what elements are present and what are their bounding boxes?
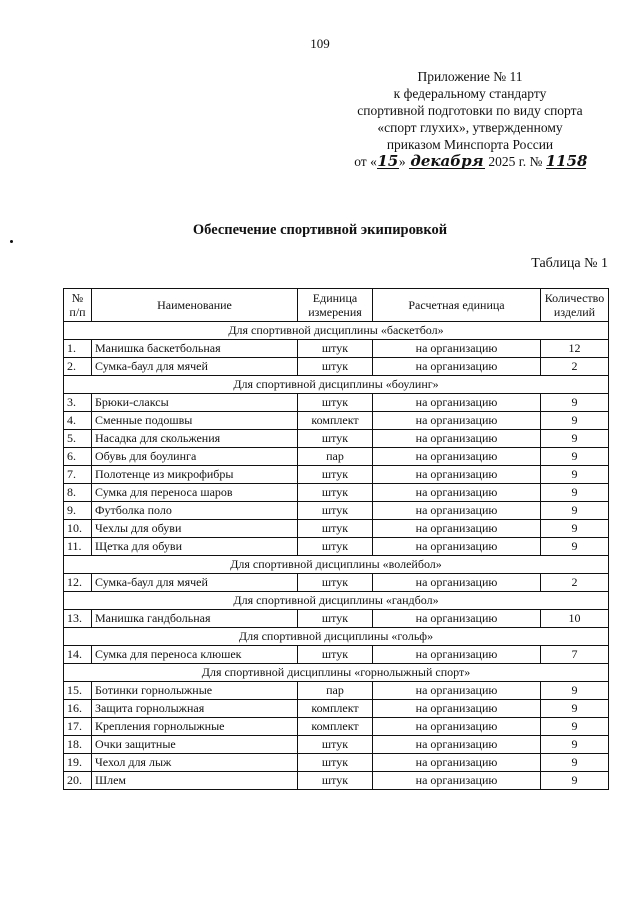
cell-num: 6. [64,448,92,466]
section-title: Для спортивной дисциплины «баскетбол» [64,322,609,340]
cell-calc-unit: на организацию [373,610,541,628]
cell-qty: 2 [541,358,609,376]
cell-name: Чехлы для обуви [92,520,298,538]
cell-qty: 9 [541,430,609,448]
cell-unit: штук [298,394,373,412]
header-num: № п/п [64,289,92,322]
section-title: Для спортивной дисциплины «горнолыжный спорт» [64,664,609,682]
cell-qty: 9 [541,520,609,538]
cell-num: 4. [64,412,92,430]
table-row [64,610,609,628]
cell-calc-unit: на организацию [373,448,541,466]
cell-num: 11. [64,538,92,556]
table-row [64,448,609,466]
table-row [64,736,609,754]
cell-num: 14. [64,646,92,664]
cell-calc-unit: на организацию [373,646,541,664]
handwritten-month: декабря [410,152,484,170]
header-unit: Единица измерения [298,289,373,322]
header-qty: Количество изделий [541,289,609,322]
cell-unit: штук [298,502,373,520]
section-row [64,592,609,610]
cell-unit: комплект [298,412,373,430]
table-row [64,430,609,448]
table-row [64,682,609,700]
cell-unit: штук [298,736,373,754]
cell-unit: пар [298,448,373,466]
table-row [64,484,609,502]
table-header-row [64,289,609,322]
cell-unit: пар [298,682,373,700]
cell-name: Сменные подошвы [92,412,298,430]
cell-name: Очки защитные [92,736,298,754]
cell-unit: штук [298,520,373,538]
cell-name: Манишка гандбольная [92,610,298,628]
cell-unit: штук [298,430,373,448]
cell-name: Щетка для обуви [92,538,298,556]
table-row [64,718,609,736]
cell-num: 12. [64,574,92,592]
cell-unit: штук [298,646,373,664]
cell-name: Сумка для переноса шаров [92,484,298,502]
cell-qty: 12 [541,340,609,358]
cell-calc-unit: на организацию [373,538,541,556]
cell-calc-unit: на организацию [373,502,541,520]
cell-qty: 9 [541,718,609,736]
cell-qty: 9 [541,754,609,772]
cell-name: Шлем [92,772,298,790]
cell-calc-unit: на организацию [373,718,541,736]
cell-num: 19. [64,754,92,772]
handwritten-order-number: 1158 [545,152,588,170]
cell-qty: 10 [541,610,609,628]
cell-qty: 9 [541,448,609,466]
cell-qty: 9 [541,682,609,700]
table-row [64,358,609,376]
cell-unit: штук [298,340,373,358]
cell-name: Насадка для скольжения [92,430,298,448]
table-caption: Таблица № 1 [531,256,608,271]
cell-calc-unit: на организацию [373,484,541,502]
handwritten-day: 15 [377,152,399,170]
page-number: 109 [310,36,330,51]
section-title: Для спортивной дисциплины «боулинг» [64,376,609,394]
section-row [64,556,609,574]
annex-line: спортивной подготовки по виду спорта [357,103,583,118]
header-name: Наименование [92,289,298,322]
cell-unit: штук [298,358,373,376]
cell-name: Брюки-слаксы [92,394,298,412]
cell-calc-unit: на организацию [373,682,541,700]
annex-block [330,68,610,170]
annex-title: Приложение № 11 [417,69,523,84]
cell-num: 1. [64,340,92,358]
table-row [64,340,609,358]
cell-qty: 9 [541,700,609,718]
annex-line: к федеральному стандарту [393,86,547,101]
table-row [64,646,609,664]
cell-name: Манишка баскетбольная [92,340,298,358]
section-title: Для спортивной дисциплины «гандбол» [64,592,609,610]
annex-line: «спорт глухих», утвержденному [377,120,563,135]
cell-num: 15. [64,682,92,700]
cell-name: Крепления горнолыжные [92,718,298,736]
cell-calc-unit: на организацию [373,700,541,718]
table-row [64,574,609,592]
cell-name: Обувь для боулинга [92,448,298,466]
section-row [64,322,609,340]
table-row [64,412,609,430]
cell-unit: штук [298,538,373,556]
cell-unit: штук [298,610,373,628]
cell-unit: комплект [298,700,373,718]
table-row [64,466,609,484]
cell-calc-unit: на организацию [373,736,541,754]
cell-num: 8. [64,484,92,502]
cell-qty: 9 [541,736,609,754]
cell-calc-unit: на организацию [373,466,541,484]
cell-calc-unit: на организацию [373,412,541,430]
cell-qty: 9 [541,772,609,790]
table-row [64,772,609,790]
cell-qty: 2 [541,574,609,592]
cell-name: Сумка-баул для мячей [92,358,298,376]
cell-calc-unit: на организацию [373,394,541,412]
cell-unit: штук [298,484,373,502]
cell-num: 20. [64,772,92,790]
cell-calc-unit: на организацию [373,340,541,358]
cell-calc-unit: на организацию [373,772,541,790]
cell-name: Сумка для переноса клюшек [92,646,298,664]
date-prefix: от « [354,154,377,169]
cell-unit: штук [298,772,373,790]
cell-unit: штук [298,466,373,484]
cell-name: Ботинки горнолыжные [92,682,298,700]
table-row [64,394,609,412]
cell-num: 2. [64,358,92,376]
cell-num: 5. [64,430,92,448]
date-mid: » [398,154,406,169]
cell-calc-unit: на организацию [373,430,541,448]
cell-num: 10. [64,520,92,538]
cell-calc-unit: на организацию [373,574,541,592]
section-row [64,628,609,646]
cell-qty: 9 [541,412,609,430]
section-title: Для спортивной дисциплины «волейбол» [64,556,609,574]
cell-qty: 9 [541,466,609,484]
cell-name: Полотенце из микрофибры [92,466,298,484]
annex-date-line [330,153,610,170]
equipment-table [63,288,609,790]
cell-unit: штук [298,574,373,592]
cell-qty: 9 [541,484,609,502]
cell-qty: 9 [541,394,609,412]
cell-qty: 9 [541,538,609,556]
annex-line: приказом Минспорта России [386,137,554,152]
cell-calc-unit: на организацию [373,358,541,376]
table-row [64,520,609,538]
section-title: Для спортивной дисциплины «гольф» [64,628,609,646]
cell-unit: комплект [298,718,373,736]
cell-num: 17. [64,718,92,736]
cell-unit: штук [298,754,373,772]
scan-speck [10,240,13,243]
document-title: Обеспечение спортивной экипировкой [192,222,448,238]
cell-name: Защита горнолыжная [92,700,298,718]
cell-qty: 7 [541,646,609,664]
table-row [64,754,609,772]
section-row [64,376,609,394]
cell-num: 18. [64,736,92,754]
cell-name: Сумка-баул для мячей [92,574,298,592]
cell-num: 7. [64,466,92,484]
table-body [64,322,609,790]
section-row [64,664,609,682]
table-row [64,700,609,718]
table-row [64,502,609,520]
cell-num: 13. [64,610,92,628]
table-row [64,538,609,556]
year-text: 2025 г. № [488,154,543,169]
cell-num: 3. [64,394,92,412]
cell-name: Футболка поло [92,502,298,520]
cell-num: 16. [64,700,92,718]
cell-calc-unit: на организацию [373,520,541,538]
cell-qty: 9 [541,502,609,520]
cell-name: Чехол для лыж [92,754,298,772]
header-calc-unit: Расчетная единица [373,289,541,322]
cell-num: 9. [64,502,92,520]
cell-calc-unit: на организацию [373,754,541,772]
